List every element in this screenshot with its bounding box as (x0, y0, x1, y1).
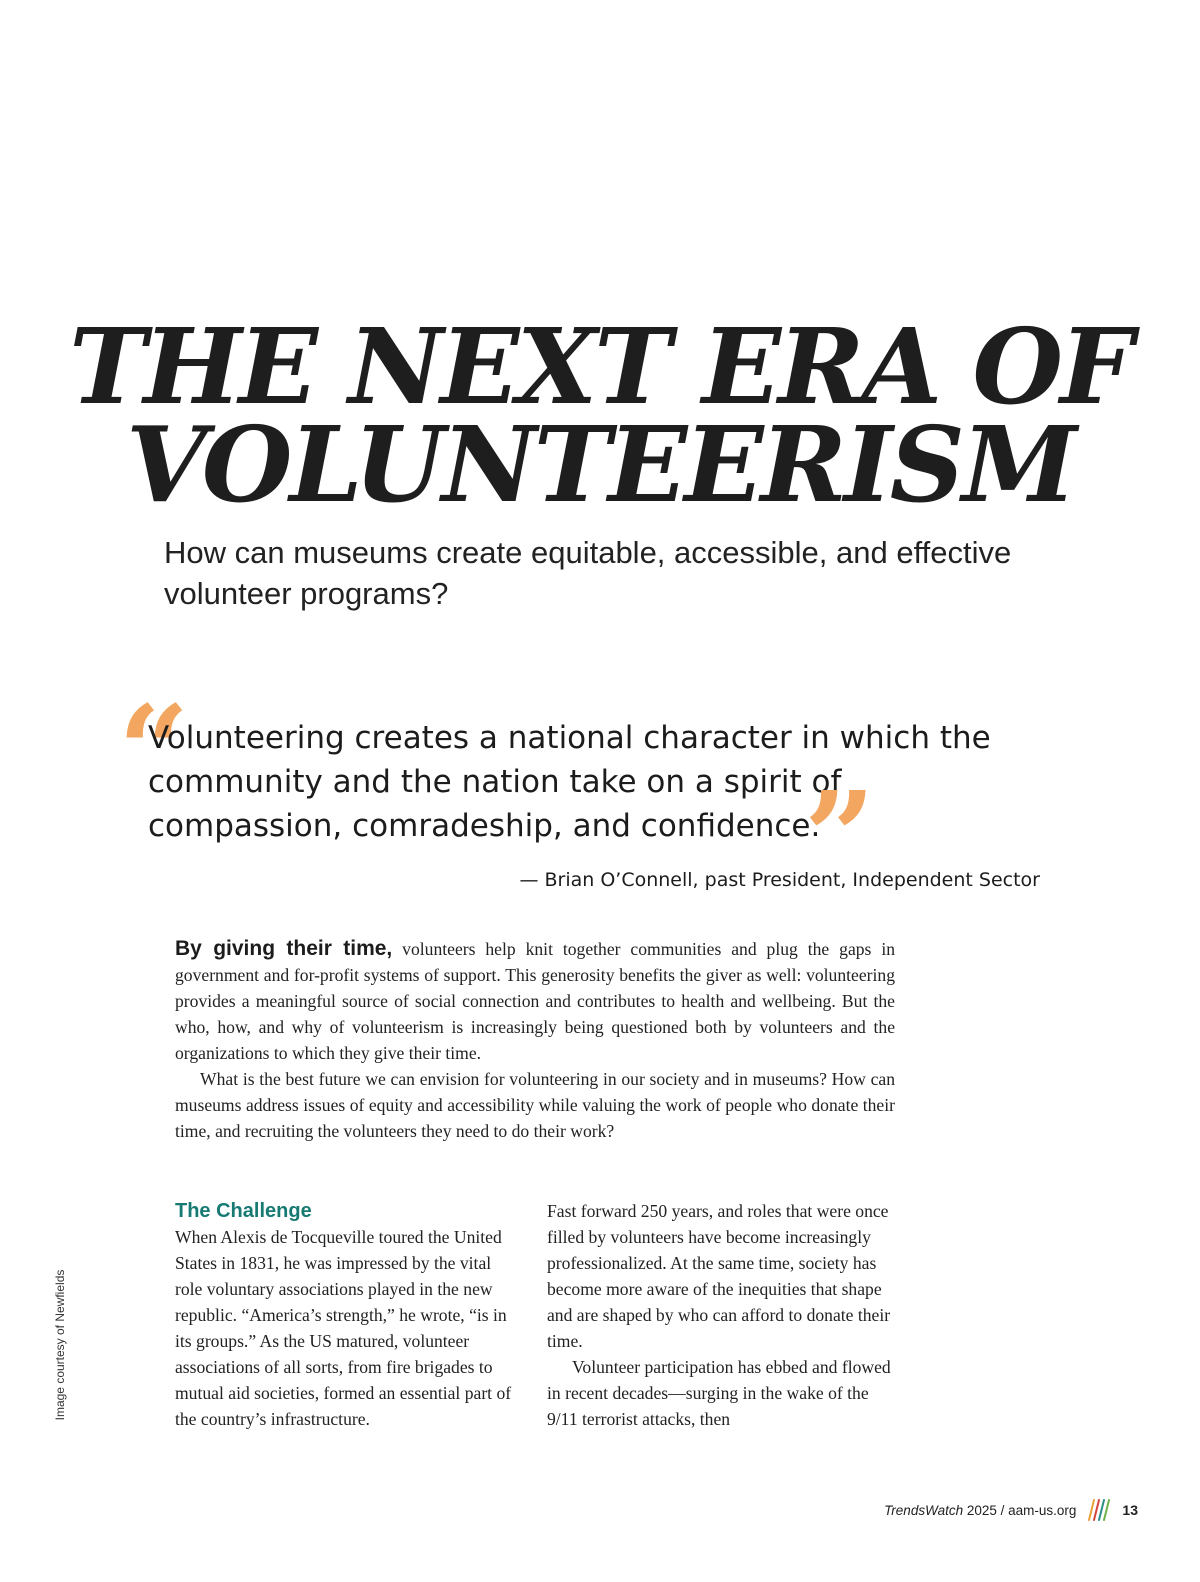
page-footer (884, 1498, 1138, 1522)
image-credit-text: Image courtesy of Newfields (53, 1269, 67, 1421)
title-line-2: VOLUNTEERISM (126, 403, 1074, 526)
intro-paragraph-1-body: volunteers help knit together communities and plug the gaps in government and for-profit systems of support. This generosity benefits the giver as well: volunteering provides a meaningful source of social connection and contributes to health and wellbeing. But the who, how, and why of volunteerism is increasingly being questioned both by volunteers and the organizations to which they give their time. (175, 939, 896, 1063)
close-quote-mark-icon: ” (804, 765, 876, 910)
challenge-column-right (547, 1198, 893, 1432)
page-number: 13 (1122, 1502, 1138, 1518)
pull-quote-text: Volunteering creates a national character in which the community and the nation take on a spirit of compassion, comradeship, and confidence. (148, 720, 991, 844)
pull-quote-attribution: — Brian O’Connell, past President, Independent Sector (519, 869, 1040, 891)
footer-year-site: 2025 / aam-us.org (966, 1502, 1077, 1518)
challenge-paragraph-1: When Alexis de Tocqueville toured the United States in 1831, he was impressed by the vital role voluntary associations played in the new republic. “America’s strength,” he wrote, “is in its groups.” As the US matured, volunteer associations of all sorts, from fire brigades to mutual aid societies, formed an essential part of the country’s infrastructure. (175, 1227, 512, 1429)
footer-text (884, 1503, 1076, 1518)
section-heading-challenge: The Challenge (175, 1200, 312, 1222)
page-subtitle: How can museums create equitable, accessible, and effective volunteer programs? (164, 535, 1012, 611)
open-quote-mark-icon: “ (118, 679, 190, 824)
challenge-column-left (175, 1198, 521, 1432)
challenge-paragraph-3: Volunteer participation has ebbed and flowed in recent decades—surging in the wake of the 9/11 terrorist attacks, then (547, 1357, 891, 1429)
title-line-1: THE NEXT ERA OF (69, 305, 1131, 428)
challenge-paragraph-2: Fast forward 250 years, and roles that were once filled by volunteers have become increasingly professionalized. At the same time, society has become more aware of the inequities that shape and are shaped by who can afford to donate their time. (547, 1201, 891, 1351)
intro-text (175, 936, 895, 1144)
intro-paragraph-1 (175, 936, 895, 1066)
footer-brand: TrendsWatch (884, 1502, 964, 1518)
intro-paragraph-2: What is the best future we can envision for volunteering in our society and in museums? How can museums address issues of equity and accessibility while valuing the work of people who donate their time, and recruiting the volunteers they need to do their work? (175, 1069, 895, 1141)
intro-lead-in: By giving their time, (175, 937, 393, 960)
page-title (0, 305, 1200, 526)
aam-stripes-icon (1084, 1498, 1110, 1522)
